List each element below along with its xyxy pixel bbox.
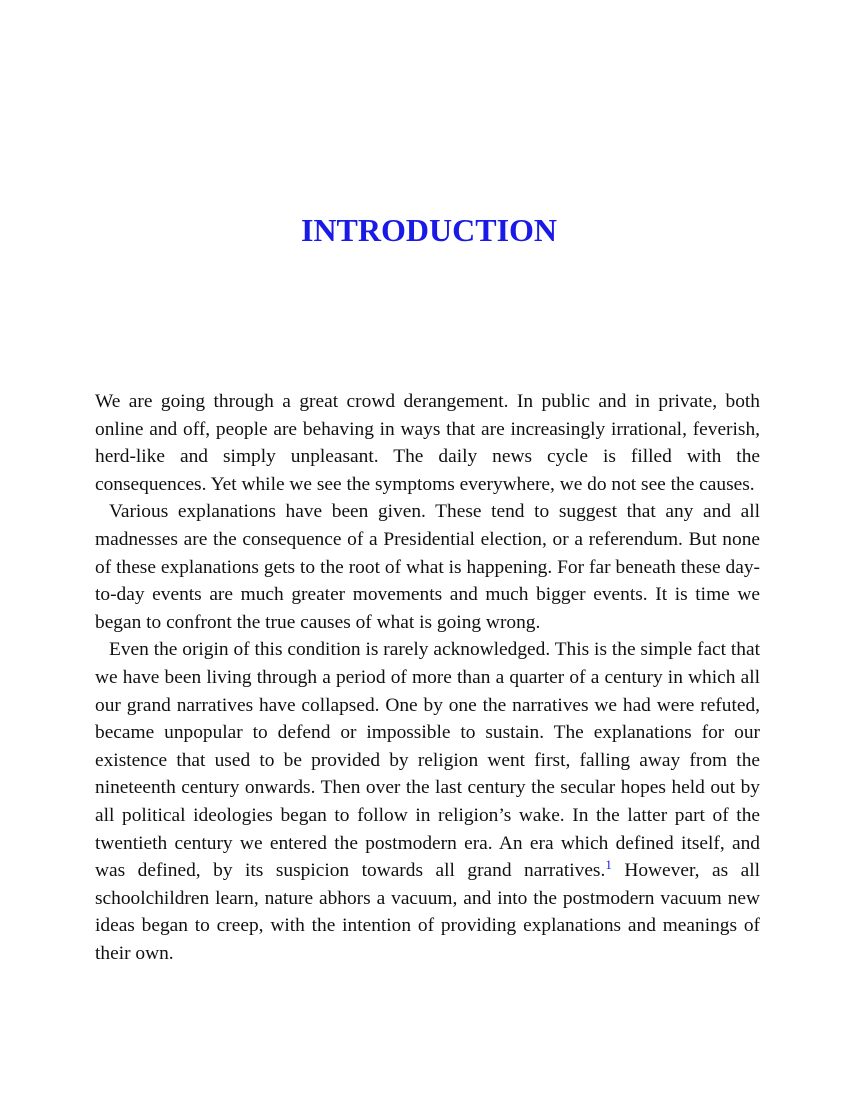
paragraph-1: We are going through a great crowd derangement. In public and in private, both online and off, people are behaving in ways that are increasingly irrational, feverish, herd-like and simply unpleasant. The daily news cycle is filled with the consequences. Yet while we see the symptoms everywhere, we do not see the causes. bbox=[95, 391, 760, 495]
paragraph-3 bbox=[95, 636, 760, 967]
chapter-title: INTRODUCTION bbox=[300, 212, 558, 248]
paragraph-3-text-before: Even the origin of this condition is rarely acknowledged. This is the simple fact that we have been living through a period of more than a quarter of a century in which all our grand narratives have collapsed. One by one the narratives we had were refuted, became unpopular to defend or impossible to sustain. The explanations for our existence that used to be provided by religion went first, falling away from the nineteenth century onwards. Then over the last century the secular hopes held out by all political ideologies began to follow in religion’s wake. In the latter part of the twentieth century we entered the postmodern era. An era which defined itself, and was defined, by its suspicion towards all grand narratives. bbox=[95, 639, 760, 882]
paragraph-3-text-after: However, as all schoolchildren learn, nature abhors a vacuum, and into the postmodern vacuum new ideas began to creep, with the intention of providing explanations and meanings of their own. bbox=[95, 860, 760, 964]
paragraph-2: Various explanations have been given. These tend to suggest that any and all madnesses are the consequence of a Presidential election, or a referendum. But none of these explanations gets to the root of what is happening. For far beneath these day-to-day events are much greater movements and much bigger events. It is time we began to confront the true causes of what is going wrong. bbox=[95, 501, 760, 633]
footnote-link-1[interactable]: 1 bbox=[605, 857, 612, 873]
chapter-body bbox=[95, 388, 760, 967]
